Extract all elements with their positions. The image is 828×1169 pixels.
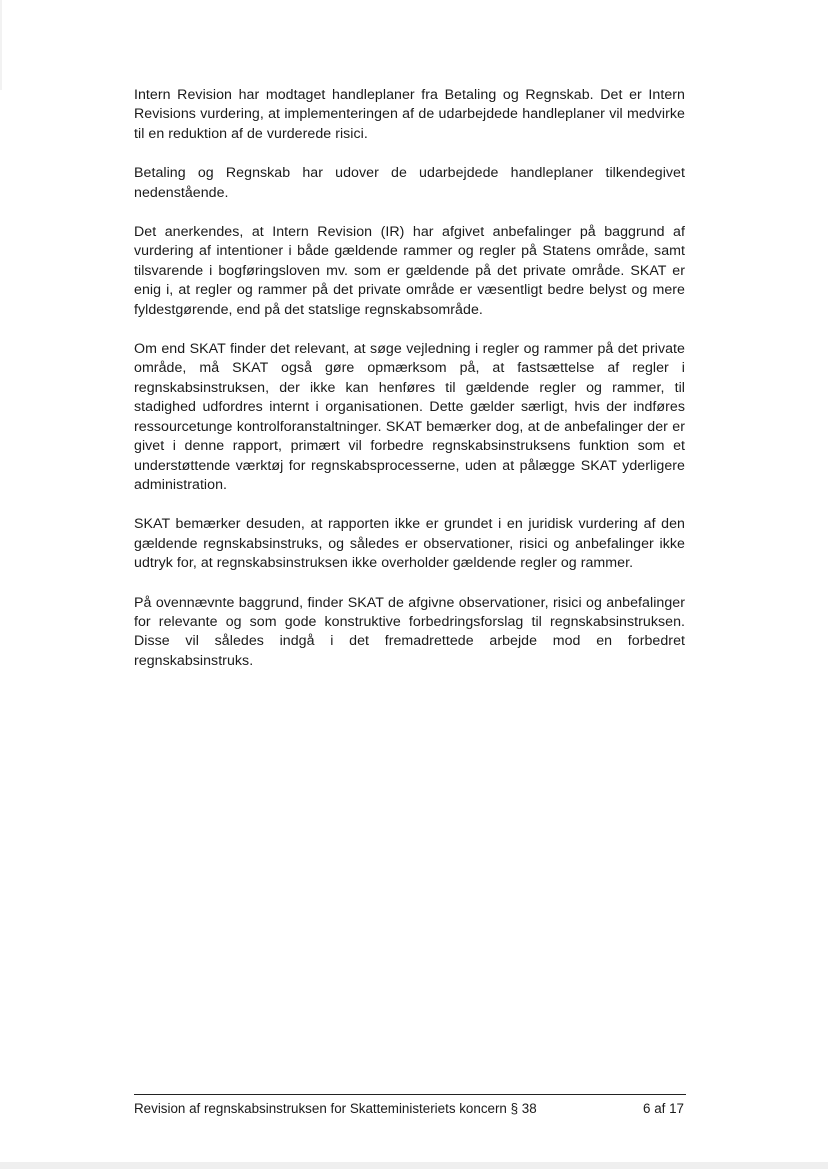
paragraph-action-plans: Intern Revision har modtaget handleplaner fra Betaling og Regnskab. Det er Intern Revisions vurdering, at implementeringen af de udarbejdede handleplaner vil medvirke til en reduktion af de vurderede risici. xyxy=(134,87,685,142)
paragraph-legal-assessment: SKAT bemærker desuden, at rapporten ikke er grundet i en juridisk vurdering af den gældende regnskabsinstruks, og således er observationer, risici og anbefalinger ikke udtryk for, at regnskabsinstruksen ikke overholder gældende regler og rammer. xyxy=(134,516,685,572)
scan-bottom-edge xyxy=(0,1162,828,1169)
footer-document-title: Revision af regnskabsinstruksen for Skatteministeriets koncern § 38 xyxy=(134,1101,537,1116)
paragraph-conclusion: På ovennævnte baggrund, finder SKAT de afgivne observationer, risici og anbefalinger for relevante og som gode konstruktive forbedringsforslag til regnskabsinstruksen. Disse vil således indgå i det fremadrettede arbejde mod en forbedret regnskabsinstruks. xyxy=(134,594,685,669)
paragraph-payment-accounting-statement: Betaling og Regnskab har udover de udarbejdede handleplaner tilkendegivet nedenstående. xyxy=(134,165,685,201)
footer-page-number: 6 af 17 xyxy=(643,1101,684,1116)
scan-edge-shadow xyxy=(0,0,2,90)
document-body xyxy=(134,86,685,691)
footer-divider xyxy=(134,1094,686,1095)
paragraph-recommendations-acknowledged: Det anerkendes, at Intern Revision (IR) har afgivet anbefalinger på baggrund af vurdering af intentioner i både gældende rammer og regler på Statens område, samt tilsvarende i bogføringsloven mv. som er gældende på det private område. SKAT er enig i, at regler og rammer på det private område er væsentligt bedre belyst og mere fyldestgørende, end på det statslige regnskabsområde. xyxy=(134,224,685,318)
paragraph-private-area-guidance: Om end SKAT finder det relevant, at søge vejledning i regler og rammer på det private område, må SKAT også gøre opmærksom på, at fastsættelse af regler i regnskabsinstruksen, der ikke kan henføres til gældende regler og rammer, til stadighed udfordres internt i organisationen. Dette gælder særligt, hvis der indføres ressourcetunge kontrolforanstaltninger. SKAT bemærker dog, at de anbefalinger der er givet i denne rapport, primært vil forbedre regnskabsinstruksens funktion som et understøttende værktøj for regnskabsprocesserne, uden at pålægge SKAT yderligere administration. xyxy=(134,341,685,493)
